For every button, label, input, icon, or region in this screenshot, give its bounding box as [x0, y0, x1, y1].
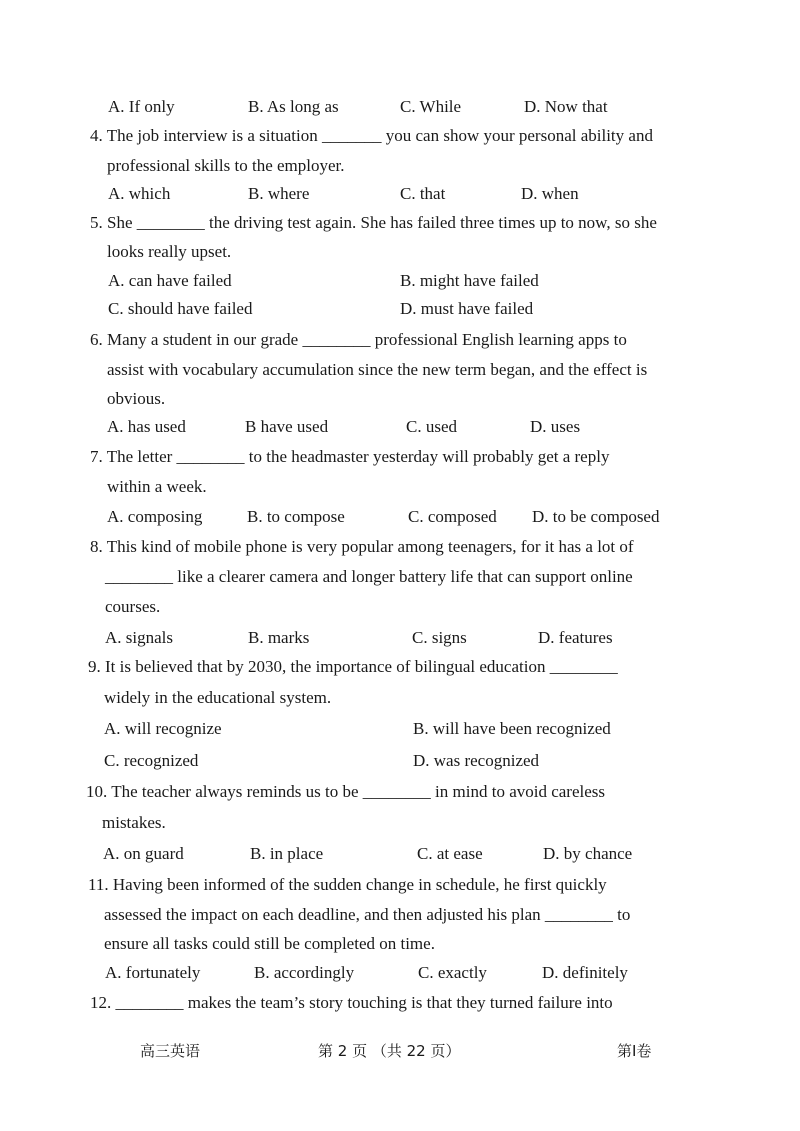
q8-option-b: B. marks [248, 628, 310, 647]
q5-option-b: B. might have failed [400, 271, 539, 290]
q9-option-d: D. was recognized [413, 751, 540, 770]
q10-option-d: D. by chance [543, 844, 633, 863]
q4-stem-line-2: professional skills to the employer. [107, 156, 345, 175]
q10-option-b: B. in place [250, 844, 324, 863]
q11-stem-line-1: 11. Having been informed of the sudden change in schedule, he first quickly [88, 875, 607, 894]
q6-option-c: C. used [406, 417, 457, 436]
q9-stem-line-2: widely in the educational system. [104, 688, 332, 707]
q7-stem-line-1: 7. The letter ________ to the headmaster yesterday will probably get a reply [90, 447, 610, 466]
q5-stem-line-1: 5. She ________ the driving test again. She has failed three times up to now, so she [90, 213, 657, 232]
q11-option-a: A. fortunately [105, 963, 201, 982]
q4-option-b: B. where [248, 184, 310, 203]
q8-option-a: A. signals [105, 628, 173, 647]
footer-volume: 第I卷 [617, 1042, 652, 1060]
q11-stem-line-2: assessed the impact on each deadline, and then adjusted his plan ________ to [104, 905, 631, 924]
q6-option-d: D. uses [530, 417, 581, 436]
q8-option-d: D. features [538, 628, 613, 647]
q11-option-b: B. accordingly [254, 963, 355, 982]
q11-option-d: D. definitely [542, 963, 628, 982]
q6-stem-line-2: assist with vocabulary accumulation since the new term began, and the effect is [107, 360, 648, 379]
q10-stem-line-2: mistakes. [102, 813, 166, 832]
q4-option-c: C. that [400, 184, 446, 203]
q8-option-c: C. signs [412, 628, 467, 647]
q11-option-c: C. exactly [418, 963, 487, 982]
q6-option-a: A. has used [107, 417, 186, 436]
q5-option-a: A. can have failed [108, 271, 232, 290]
q9-option-b: B. will have been recognized [413, 719, 611, 738]
q3-option-c: C. While [400, 97, 462, 116]
q6-stem-line-3: obvious. [107, 389, 166, 408]
q10-option-a: A. on guard [103, 844, 184, 863]
q6-option-b: B have used [245, 417, 329, 436]
q7-option-d: D. to be composed [532, 507, 660, 526]
footer-subject: 高三英语 [140, 1042, 201, 1060]
q11-stem-line-3: ensure all tasks could still be completed on time. [104, 934, 435, 953]
q5-option-c: C. should have failed [108, 299, 253, 318]
q5-option-d: D. must have failed [400, 299, 534, 318]
q7-option-a: A. composing [107, 507, 203, 526]
q9-stem-line-1: 9. It is believed that by 2030, the importance of bilingual education ________ [88, 657, 618, 676]
q9-option-c: C. recognized [104, 751, 199, 770]
q7-option-b: B. to compose [247, 507, 345, 526]
q10-option-c: C. at ease [417, 844, 483, 863]
q7-stem-line-2: within a week. [107, 477, 207, 496]
q4-option-d: D. when [521, 184, 579, 203]
q3-option-b: B. As long as [248, 97, 339, 116]
q3-option-d: D. Now that [524, 97, 608, 116]
q6-stem-line-1: 6. Many a student in our grade ________ professional English learning apps to [90, 330, 627, 349]
q8-stem-line-2: ________ like a clearer camera and longer battery life that can support online [105, 567, 633, 586]
q8-stem-line-3: courses. [105, 597, 161, 616]
q5-stem-line-2: looks really upset. [107, 242, 232, 261]
q3-option-a: A. If only [108, 97, 175, 116]
q4-stem-line-1: 4. The job interview is a situation _______ you can show your personal ability and [90, 126, 653, 145]
q4-option-a: A. which [108, 184, 171, 203]
footer-page-number: 第 2 页 （共 22 页） [318, 1042, 461, 1060]
q10-stem-line-1: 10. The teacher always reminds us to be ________ in mind to avoid careless [86, 782, 606, 801]
q9-option-a: A. will recognize [104, 719, 222, 738]
q12-stem-line-1: 12. ________ makes the team’s story touching is that they turned failure into [90, 993, 613, 1012]
q8-stem-line-1: 8. This kind of mobile phone is very popular among teenagers, for it has a lot of [90, 537, 634, 556]
q7-option-c: C. composed [408, 507, 497, 526]
